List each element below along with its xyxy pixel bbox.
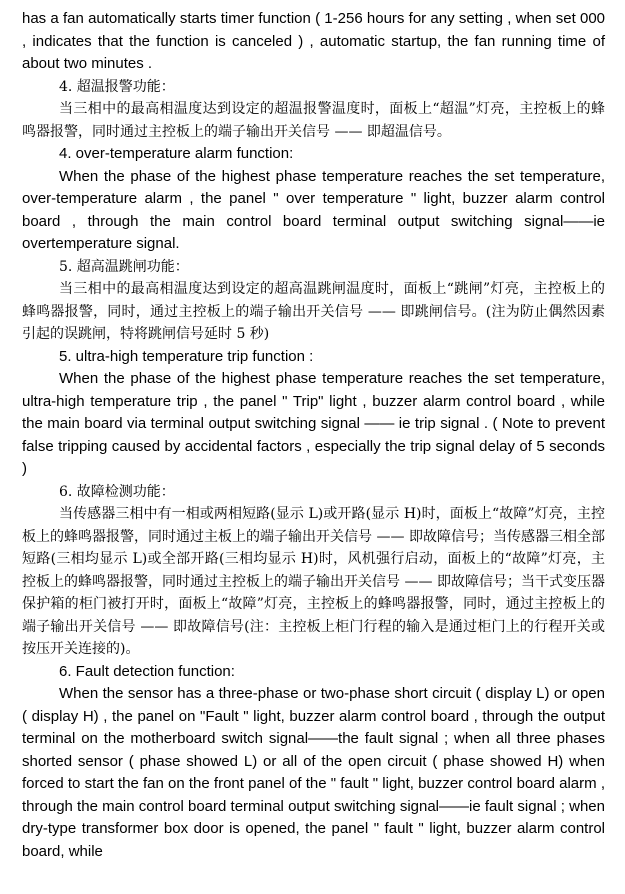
paragraph-zh-trip-function: 当三相中的最高相温度达到设定的超高温跳闸温度时，面板上“跳闸”灯亮，主控板上的蜂鸣器报警，同时，通过主控板上的端子输出开关信号 —— 即跳闸信号。(注为防止偶然因素引起的误跳闸，特将跳闸信号延时 5 秒) — [22, 281, 605, 342]
paragraph-zh-over-temperature-alarm: 当三相中的最高相温度达到设定的超温报警温度时，面板上“超温”灯亮，主控板上的蜂鸣器报警，同时通过主控板上的端子输出开关信号 —— 即超温信号。 — [22, 101, 605, 140]
heading-zh-trip-function: 5. 超高温跳闸功能： — [59, 258, 189, 275]
heading-en-over-temperature-alarm: 4. over-temperature alarm function: — [59, 145, 294, 162]
heading-en-trip-function: 5. ultra-high temperature trip function : — [59, 347, 314, 365]
heading-en-fault-detection: 6. Fault detection function: — [59, 662, 235, 680]
paragraph-en-trip-function: When the phase of the highest phase temperature reaches the set temperature, ultra-high temperature trip , the panel " Trip" light , buzzer alarm control board , while the main board via terminal output switching signal —— ie trip signal . ( Note to prevent false tripping caused by accidental factors , especially the trip signal delay of 5 seconds ) — [22, 370, 605, 477]
paragraph-fan-timer-continuation: has a fan automatically starts timer function ( 1-256 hours for any setting , when set 000 , indicates that the function is canceled ) , automatic startup, the fan running time of about two minutes . — [22, 10, 605, 72]
paragraph-en-over-temperature-alarm: When the phase of the highest phase temperature reaches the set temperature, over-temperature alarm , the panel " over temperature " light, buzzer alarm control board , through the main control board terminal output switching signal——ie overtemperature signal. — [22, 167, 605, 252]
paragraph-en-fault-detection: When the sensor has a three-phase or two-phase short circuit ( display L) or open ( display H) , the panel on "Fault " light, buzzer alarm control board , through the output terminal on the motherboard switch signal——the fault signal ; when all three phases shorted sensor ( phase showed L) or all of the open circuit ( phase showed H) when forced to start the fan on the front panel of the " fault " light, buzzer control board alarm , through the main control board terminal output switching signal——ie fault signal ; when dry-type transformer box door is opened, the panel " fault " light, buzzer alarm control board, while — [22, 685, 605, 860]
document-page — [22, 8, 605, 863]
paragraph-zh-fault-detection: 当传感器三相中有一相或两相短路(显示 L)或开路(显示 H)时，面板上“故障”灯亮，主控板上的蜂鸣器报警，同时通过主板上的端子输出开关信号 —— 即故障信号；当传感器三相全部短路(三相均显示 L)或全部开路(三相均显示 H)时，风机强行启动，面板上的“故障”灯亮，主控板上的蜂鸣器报警，同时通过主控板上的端子输出开关信号 —— 即故障信号；当干式变压器保护箱的柜门被打开时，面板上“故障”灯亮，主控板上的蜂鸣器报警，同时，通过主控板上的端子输出开关信号 —— 即故障信号(注：主控板上柜门行程的输入是通过柜门上的行程开关或按压开关连接的)。 — [22, 506, 605, 657]
heading-zh-fault-detection: 6. 故障检测功能： — [59, 483, 175, 500]
heading-zh-over-temperature-alarm: 4. 超温报警功能： — [59, 78, 175, 95]
